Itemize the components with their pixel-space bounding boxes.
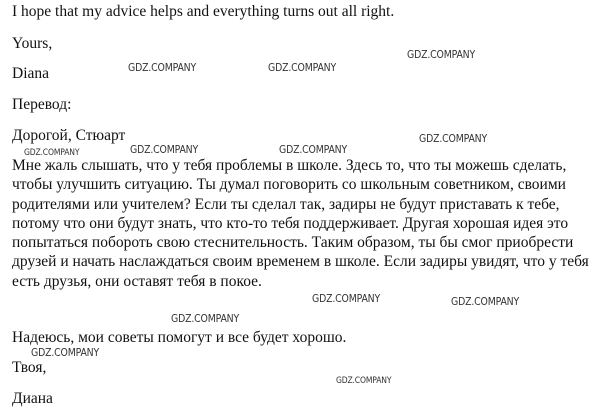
watermark: GDZ.COMPANY <box>279 143 348 156</box>
watermark: GDZ.COMPANY <box>312 292 381 305</box>
watermark: GDZ.COMPANY <box>407 48 476 61</box>
signoff: Yours, <box>12 35 53 52</box>
signoff-ru: Твоя, <box>12 359 47 376</box>
closing-ru: Надеюсь, мои советы помогут и все будет хорошо. <box>12 329 347 346</box>
greeting-ru: Дорогой, Стюарт <box>12 127 126 144</box>
translation-heading: Перевод: <box>12 96 72 113</box>
watermark: GDZ.COMPANY <box>419 132 488 145</box>
signature: Diana <box>12 65 50 82</box>
watermark: GDZ.COMPANY <box>336 376 392 386</box>
signature-ru: Диана <box>12 390 53 407</box>
watermark: GDZ.COMPANY <box>128 61 197 74</box>
watermark: GDZ.COMPANY <box>130 143 199 156</box>
body-paragraph-ru: Мне жаль слышать, что у тебя проблемы в школе. Здесь то, что ты можешь сделать, чтобы улучшить ситуацию. Ты думал поговорить со школьным советником, своими родителями или учителем? Если ты сделал так, задиры не будут приставать к тебе, потому что они будут знать, что кто-то тебя поддерживает. Другая хорошая идея это попытаться побороть свою стеснительность. Таким образом, ты бы смог приобрести друзей и начать наслаждаться своим временем в школе. Если задиры увидят, что у тебя есть друзья, они оставят тебя в покое. <box>12 157 589 290</box>
watermark: GDZ.COMPANY <box>31 346 100 359</box>
watermark: GDZ.COMPANY <box>451 295 520 308</box>
watermark: GDZ.COMPANY <box>268 61 337 74</box>
watermark: GDZ.COMPANY <box>24 148 80 158</box>
watermark: GDZ.COMPANY <box>171 312 240 325</box>
closing-line: I hope that my advice helps and everything turns out all right. <box>12 3 395 20</box>
